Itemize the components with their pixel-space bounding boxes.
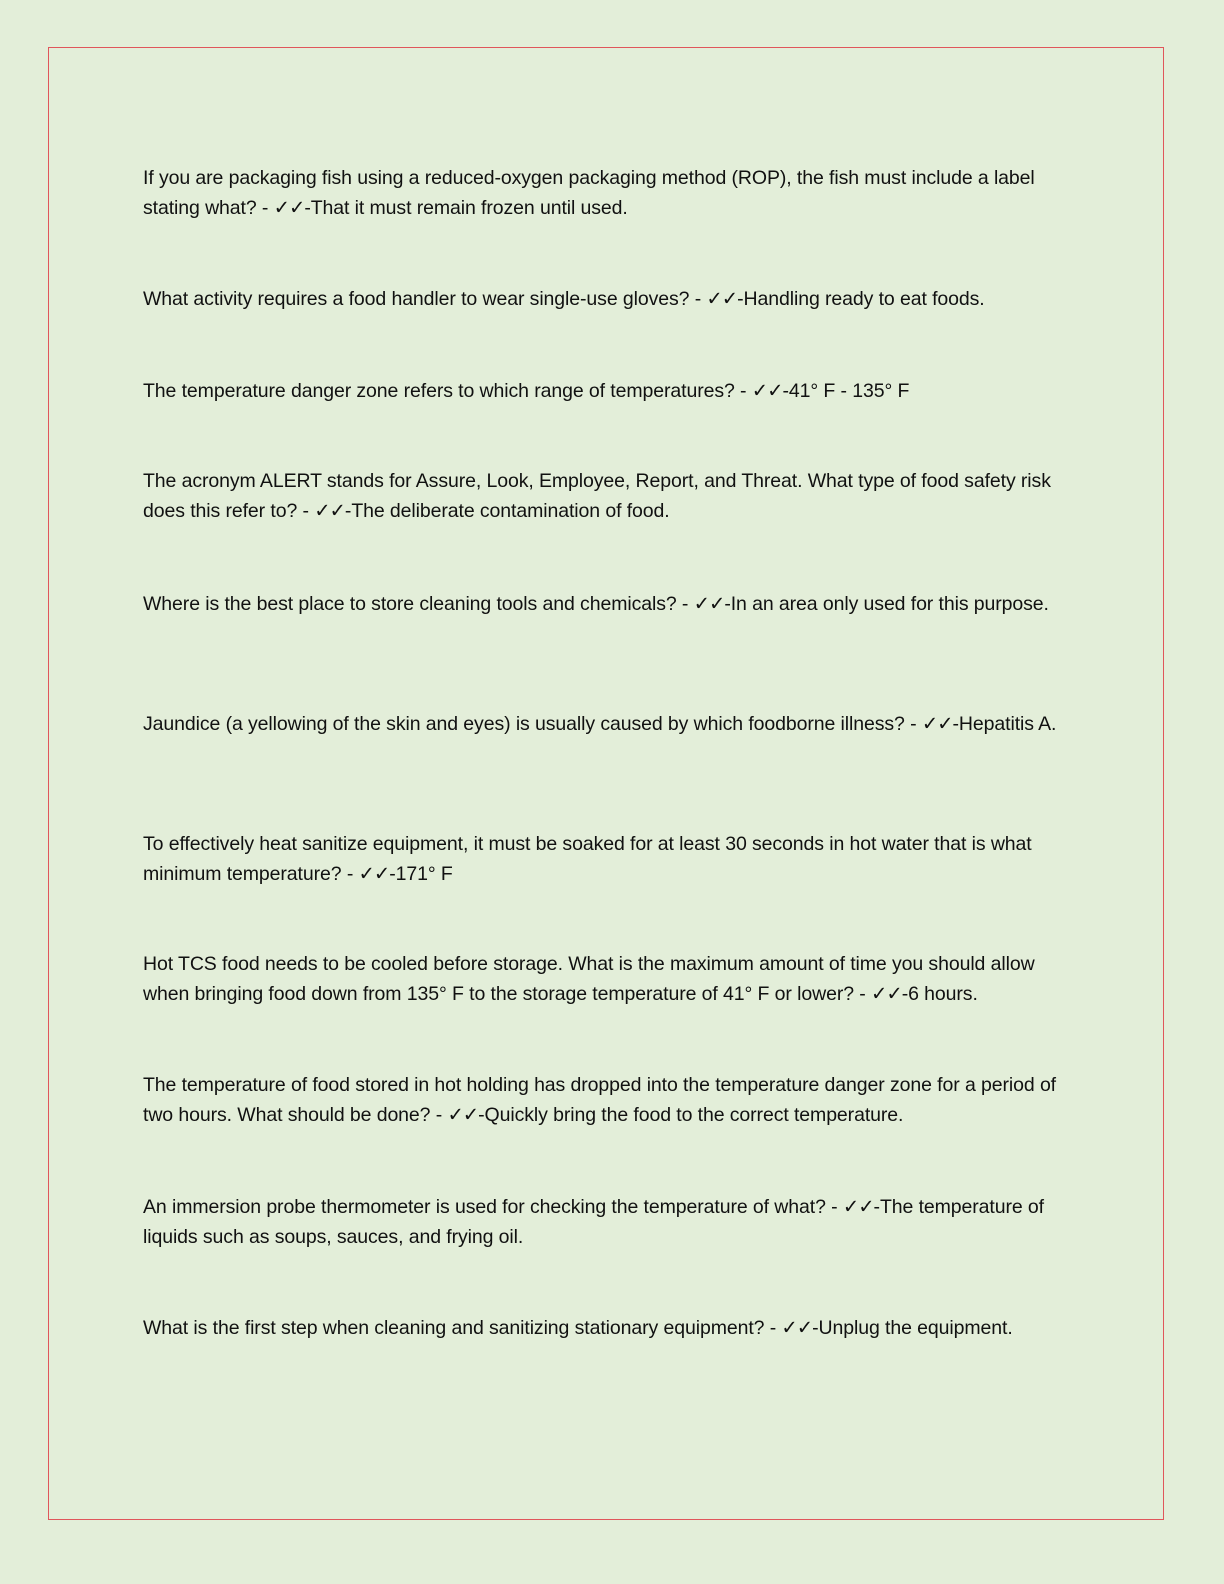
answer-text: Handling ready to eat foods. <box>743 287 985 310</box>
answer-text: In an area only used for this purpose. <box>730 592 1049 615</box>
check-icon: ✓✓ <box>781 1316 813 1339</box>
qa-item <box>143 589 1078 619</box>
answer-prefix: - <box>952 712 959 735</box>
question-text: Where is the best place to store cleaning tools and chemicals? <box>143 592 677 615</box>
answer-text: That it must remain frozen until used. <box>310 196 628 219</box>
qa-item <box>143 1313 1078 1343</box>
answer-text: The deliberate contamination of food. <box>351 499 670 522</box>
separator: - <box>734 379 752 402</box>
answer-prefix: - <box>812 1316 819 1339</box>
separator: - <box>297 499 315 522</box>
qa-item <box>143 1070 1078 1130</box>
separator: - <box>430 1103 448 1126</box>
question-text: An immersion probe thermometer is used for checking the temperature of what? <box>143 1195 826 1218</box>
separator: - <box>904 712 922 735</box>
question-text: The temperature danger zone refers to which range of temperatures? <box>143 379 735 402</box>
answer-prefix: - <box>304 196 311 219</box>
check-icon: ✓✓ <box>314 499 345 522</box>
check-icon: ✓✓ <box>871 982 902 1005</box>
answer-prefix: - <box>478 1103 485 1126</box>
answer-text: 171° F <box>395 862 453 885</box>
question-text: The acronym ALERT stands for Assure, Look, Employee, Report, and Threat. What type of food safety risk does this refer to? <box>143 469 1051 522</box>
question-text: Jaundice (a yellowing of the skin and eyes) is usually caused by which foodborne illness? <box>143 712 905 735</box>
qa-item <box>143 163 1078 223</box>
check-icon: ✓✓ <box>751 379 783 402</box>
answer-text: 6 hours. <box>908 982 978 1005</box>
answer-text: 41° F - 135° F <box>788 379 910 402</box>
answer-text: The temperature of liquids such as soups, sauces, and frying oil. <box>143 1195 1044 1248</box>
separator: - <box>853 982 872 1005</box>
qa-item <box>143 466 1078 526</box>
answer-prefix: - <box>901 982 909 1005</box>
check-icon: ✓✓ <box>693 592 725 615</box>
question-text: To effectively heat sanitize equipment, it must be soaked for at least 30 seconds in hot water that is what minimum temperature? <box>143 832 1032 885</box>
answer-prefix: - <box>389 862 396 885</box>
question-text: If you are packaging fish using a reduced-oxygen packaging method (ROP), the fish must include a label stating what? <box>143 166 1035 219</box>
separator: - <box>676 592 694 615</box>
check-icon: ✓✓ <box>358 862 390 885</box>
page-border <box>48 47 1164 1520</box>
answer-prefix: - <box>724 592 731 615</box>
qa-item <box>143 284 1078 314</box>
answer-text: Hepatitis A. <box>958 712 1057 735</box>
qa-item <box>143 376 1078 406</box>
question-text: What activity requires a food handler to wear single-use gloves? <box>143 287 690 310</box>
check-icon: ✓✓ <box>447 1103 479 1126</box>
separator: - <box>256 196 274 219</box>
answer-prefix: - <box>873 1195 880 1218</box>
question-text: The temperature of food stored in hot holding has dropped into the temperature danger zone for a period of two hours. What should be done? <box>143 1073 1057 1126</box>
separator: - <box>341 862 359 885</box>
qa-item <box>143 949 1078 1009</box>
check-icon: ✓✓ <box>921 712 953 735</box>
qa-item <box>143 1192 1078 1252</box>
question-text: What is the first step when cleaning and sanitizing stationary equipment? <box>143 1316 765 1339</box>
separator: - <box>764 1316 782 1339</box>
answer-text: Quickly bring the food to the correct temperature. <box>484 1103 904 1126</box>
answer-prefix: - <box>344 499 352 522</box>
check-icon: ✓✓ <box>706 287 738 310</box>
answer-text: Unplug the equipment. <box>818 1316 1013 1339</box>
answer-prefix: - <box>782 379 789 402</box>
check-icon: ✓✓ <box>273 196 305 219</box>
check-icon: ✓✓ <box>842 1195 874 1218</box>
separator: - <box>689 287 707 310</box>
qa-item <box>143 829 1078 889</box>
qa-item <box>143 709 1078 739</box>
answer-prefix: - <box>737 287 744 310</box>
separator: - <box>825 1195 843 1218</box>
question-text: Hot TCS food needs to be cooled before storage. What is the maximum amount of time you should allow when bringing food down from 135° F to the storage temperature of 41° F or lower? <box>143 952 1035 1005</box>
